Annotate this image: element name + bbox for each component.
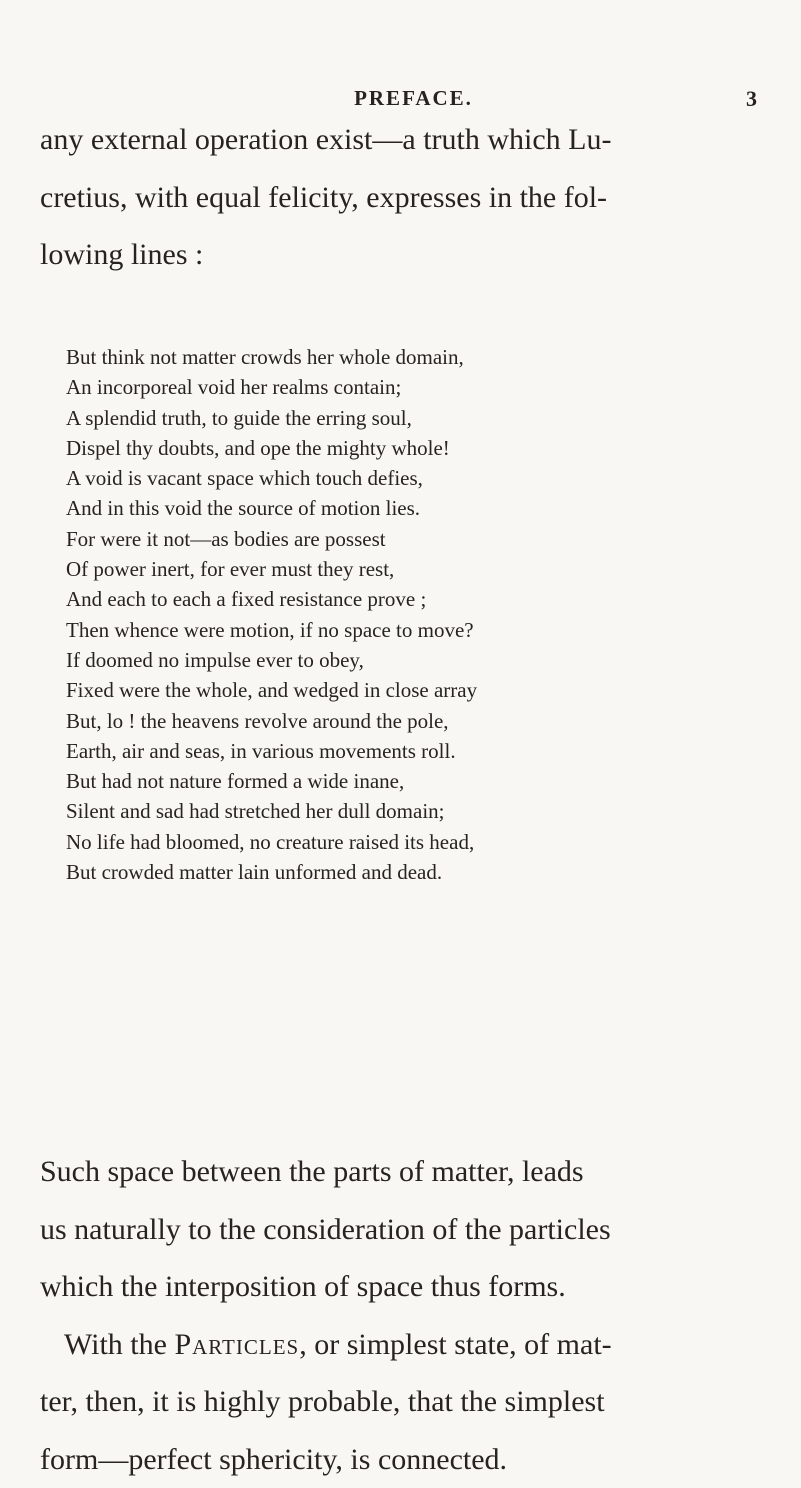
text-line: any external operation exist—a truth which Lu- xyxy=(40,111,765,169)
text-line: which the interposition of space thus forms. xyxy=(40,1258,765,1316)
small-caps-term: Particles xyxy=(174,1328,299,1361)
verse-line: An incorporeal void her realms contain; xyxy=(66,372,766,402)
text-line: lowing lines : xyxy=(40,226,765,284)
verse-line: A void is vacant space which touch defies, xyxy=(66,463,766,493)
text-line: cretius, with equal felicity, expresses in the fol- xyxy=(40,169,765,227)
text-line: Such space between the parts of matter, leads xyxy=(40,1143,765,1201)
verse-line: But, lo ! the heavens revolve around the pole, xyxy=(66,706,766,736)
text-line: ter, then, it is highly probable, that the simplest xyxy=(40,1373,765,1431)
verse-line: Silent and sad had stretched her dull domain; xyxy=(66,796,766,826)
verse-line: Fixed were the whole, and wedged in close array xyxy=(66,675,766,705)
verse-line: Of power inert, for ever must they rest, xyxy=(66,554,766,584)
text-run: , or simplest state, of mat- xyxy=(299,1328,611,1361)
verse-line: Dispel thy doubts, and ope the mighty whole! xyxy=(66,433,766,463)
verse-line: And each to each a fixed resistance prove ; xyxy=(66,584,766,614)
text-line: us naturally to the consideration of the particles xyxy=(40,1201,765,1259)
verse-line: If doomed no impulse ever to obey, xyxy=(66,645,766,675)
verse-line: No life had bloomed, no creature raised its head, xyxy=(66,827,766,857)
text-run: With the xyxy=(64,1328,174,1361)
text-line: form—perfect sphericity, is connected. xyxy=(40,1431,765,1488)
verse-line: But had not nature formed a wide inane, xyxy=(66,766,766,796)
verse-line: But crowded matter lain unformed and dead. xyxy=(66,857,766,887)
opening-paragraph xyxy=(40,111,765,284)
page-number: 3 xyxy=(746,86,757,112)
verse-line: And in this void the source of motion lies. xyxy=(66,493,766,523)
verse-line: But think not matter crowds her whole domain, xyxy=(66,342,766,372)
verse-line: For were it not—as bodies are possest xyxy=(66,524,766,554)
verse-quotation xyxy=(66,342,766,887)
closing-paragraph xyxy=(40,1143,765,1488)
verse-line: A splendid truth, to guide the erring soul, xyxy=(66,403,766,433)
running-title: PREFACE. xyxy=(40,86,757,111)
verse-line: Then whence were motion, if no space to move? xyxy=(66,615,766,645)
verse-line: Earth, air and seas, in various movements roll. xyxy=(66,736,766,766)
text-line xyxy=(40,1316,765,1374)
